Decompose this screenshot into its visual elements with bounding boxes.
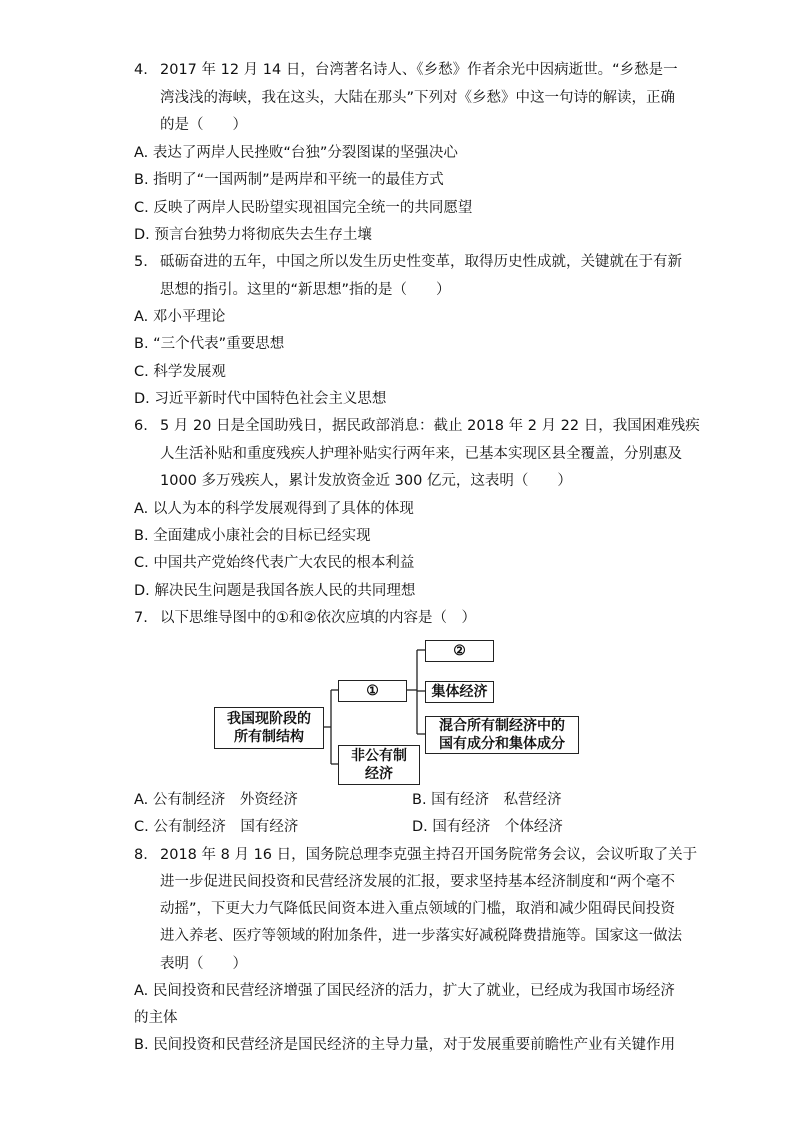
diagram-blank-label: ① (366, 683, 379, 699)
option-c[interactable]: C. 中国共产党始终代表广大农民的根本利益 (134, 555, 415, 571)
option-d[interactable]: D. 解决民生问题是我国各族人民的共同理想 (134, 583, 416, 599)
option-a[interactable]: A. 公有制经济 外资经济 (134, 792, 298, 808)
option-b[interactable]: B. 国有经济 私营经济 (412, 792, 562, 808)
diagram-blank-label: ② (453, 643, 466, 659)
diagram-nonpublic-box (338, 745, 420, 785)
option-d[interactable]: D. 预言台独势力将彻底失去生存土壤 (134, 227, 372, 243)
option-a-continued: 的主体 (134, 1010, 178, 1026)
question-number: 8. (134, 847, 148, 863)
option-b[interactable]: B. 指明了“一国两制”是两岸和平统一的最佳方式 (134, 172, 444, 188)
question-text-line: 进入养老、医疗等领域的附加条件，进一步落实好减税降费措施等。国家这一做法 (160, 928, 682, 944)
diagram-blank-box-2 (425, 640, 494, 662)
option-c[interactable]: C. 科学发展观 (134, 364, 226, 380)
diagram-root-line: 我国现阶段的 (227, 711, 311, 727)
question-text-line: 的是（ ） (160, 117, 247, 133)
question-text-line: 5 月 20 日是全国助残日，据民政部消息：截止 2018 年 2 月 22 日，我国困难残疾 (160, 418, 700, 434)
option-d[interactable]: D. 习近平新时代中国特色社会主义思想 (134, 391, 387, 407)
question-text-line: 2017 年 12 月 14 日，台湾著名诗人、《乡愁》作者余光中因病逝世。“乡愁是一 (160, 62, 678, 78)
diagram-nonpublic-line: 经济 (365, 766, 393, 782)
question-text-line: 砥砺奋进的五年，中国之所以发生历史性变革，取得历史性成就，关键就在于有新 (160, 254, 682, 270)
option-a[interactable]: A. 邓小平理论 (134, 309, 226, 325)
question-text-line: 动摇”，下更大力气降低民间资本进入重点领域的门槛，取消和减少阻碍民间投资 (160, 901, 676, 917)
question-text-line: 以下思维导图中的①和②依次应填的内容是（ ） (160, 610, 476, 626)
option-a[interactable]: A. 表达了两岸人民挫败“台独”分裂图谋的坚强决心 (134, 145, 458, 161)
question-text-line: 2018 年 8 月 16 日，国务院总理李克强主持召开国务院常务会议，会议听取了关于 (160, 847, 698, 863)
question-number: 7. (134, 610, 148, 626)
option-c[interactable]: C. 公有制经济 国有经济 (134, 819, 299, 835)
option-b[interactable]: B. 全面建成小康社会的目标已经实现 (134, 528, 371, 544)
question-text-line: 表明（ ） (160, 956, 247, 972)
diagram-root-box (214, 707, 324, 749)
diagram-mixed-line: 混合所有制经济中的 (439, 718, 565, 734)
option-b[interactable]: B. “三个代表”重要思想 (134, 336, 285, 352)
option-d[interactable]: D. 国有经济 个体经济 (412, 819, 563, 835)
diagram-root-line: 所有制结构 (234, 729, 304, 745)
option-a[interactable]: A. 以人为本的科学发展观得到了具体的体现 (134, 501, 414, 517)
diagram-collective-box (425, 681, 494, 703)
question-text-line: 进一步促进民间投资和民营经济发展的汇报，要求坚持基本经济制度和“两个毫不 (160, 874, 676, 890)
question-text-line: 思想的指引。这里的“新思想”指的是（ ） (160, 282, 451, 298)
diagram-mixed-box (425, 716, 579, 754)
diagram-blank-box-1 (338, 680, 407, 702)
question-text-line: 人生活补贴和重度残疾人护理补贴实行两年来，已基本实现区县全覆盖，分别惠及 (160, 446, 682, 462)
option-a[interactable]: A. 民间投资和民营经济增强了国民经济的活力，扩大了就业，已经成为我国市场经济 (134, 983, 675, 999)
diagram-mixed-line: 国有成分和集体成分 (439, 736, 565, 752)
question-number: 6. (134, 418, 148, 434)
diagram-collective-label: 集体经济 (431, 684, 488, 700)
question-number: 4. (134, 62, 148, 78)
option-b[interactable]: B. 民间投资和民营经济是国民经济的主导力量，对于发展重要前瞻性产业有关键作用 (134, 1037, 676, 1053)
diagram-nonpublic-line: 非公有制 (351, 748, 407, 764)
question-text-line: 1000 多万残疾人，累计发放资金近 300 亿元，这表明（ ） (160, 473, 572, 489)
question-number: 5. (134, 254, 148, 270)
question-text-line: 湾浅浅的海峡，我在这头，大陆在那头”下列对《乡愁》中这一句诗的解读，正确 (160, 90, 676, 106)
option-c[interactable]: C. 反映了两岸人民盼望实现祖国完全统一的共同愿望 (134, 200, 473, 216)
